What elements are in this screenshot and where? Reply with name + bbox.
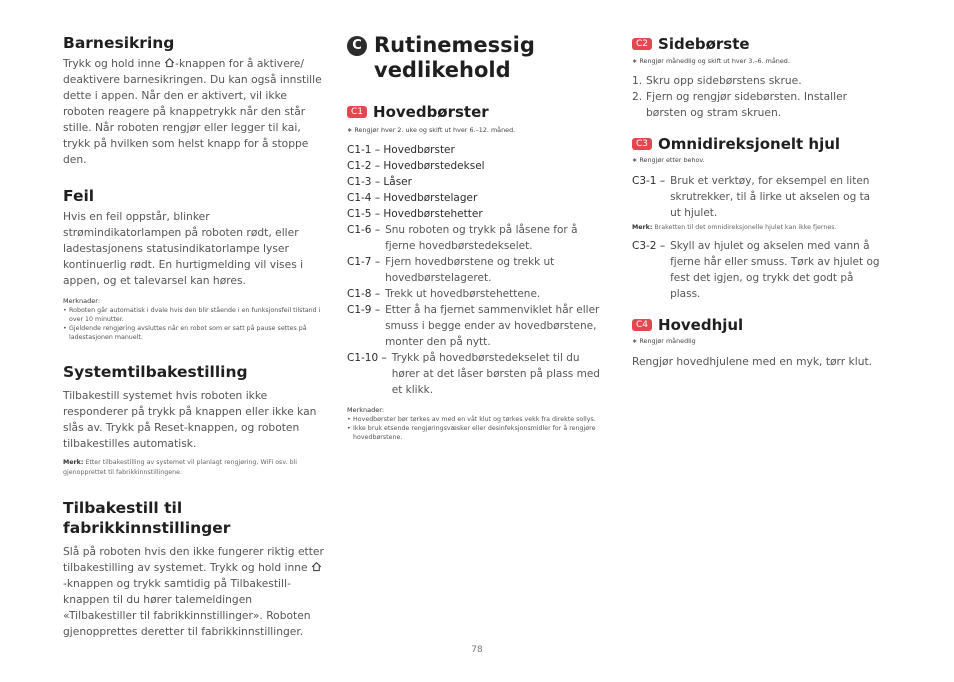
- feil-note-item: • Gjeldende rengjøring avsluttes når en robot som er satt på pause settes på ladestasjonen manuelt.: [63, 324, 325, 342]
- c1-part-item: C1-1 – Hovedbørster: [347, 144, 455, 156]
- c1-heading: [347, 102, 609, 122]
- feil-heading: Feil: [63, 187, 95, 205]
- c1-notes-title: Merknader:: [347, 406, 385, 414]
- c1-part-item: C1-3 – Låser: [347, 176, 412, 188]
- c1-step: C1-7 – Fjern hovedbørstene og trekk ut hovedbørstelageret.: [347, 256, 555, 284]
- c3-frequency: ∗ Rengjør etter behov.: [632, 156, 705, 164]
- c2-step: 2. Fjern og rengjør sidebørsten. Installer børsten og stram skruen.: [632, 90, 848, 119]
- c4-tag: C4: [632, 319, 652, 331]
- systemreset-note: Merk: Etter tilbakestilling av systemet vil planlagt rengjøring, WiFi osv. bli gjenopprettet til fabrikkinnstillingene.: [63, 459, 298, 476]
- c4-text: Rengjør hovedhjulene med en myk, tørr klut.: [632, 355, 873, 368]
- chapter-badge: C: [347, 36, 367, 56]
- systemreset-heading: Systemtilbakestilling: [63, 363, 248, 381]
- c1-step: C1-9 – Etter å ha fjernet sammenviklet hår eller smuss i begge ender av hovedbørstene, monter den på nytt.: [347, 304, 600, 348]
- c3-title: Omnidireksjonelt hjul: [658, 135, 841, 153]
- c1-step: C1-8 – Trekk ut hovedbørstehettene.: [347, 288, 541, 300]
- c3-tag: C3: [632, 138, 652, 150]
- c3-note: Merk: Braketten til det omnidireksjonelle hjulet kan ikke fjernes.: [632, 224, 837, 231]
- c4-heading: [632, 315, 882, 335]
- c1-part-item: C1-4 – Hovedbørstelager: [347, 192, 478, 204]
- c1-note-item: • Hovedbørster bør tørkes av med en våt klut og tørkes vekk fra direkte sollys.: [347, 415, 609, 424]
- factory-text: Slå på roboten hvis den ikke fungerer riktig etter tilbakestilling av systemet. Trykk og hold inne -knappen og trykk samtidig på Tilbakestill-knappen til du hører talemeldingen «Tilbakestiller til fabrikkinnstillinger». Roboten gjenopprettes deretter til fabrikkinnstillinger.: [63, 545, 324, 638]
- chapter-header: [347, 33, 609, 83]
- c3-step: C3-1 – Bruk et verktøy, for eksempel en liten skrutrekker, til å lirke ut akselen og ta ut hjulet.: [632, 175, 871, 219]
- home-icon: [311, 561, 322, 572]
- right-column: [632, 0, 882, 370]
- c1-title: Hovedbørster: [373, 103, 489, 121]
- c1-frequency: ∗ Rengjør hver 2. uke og skift ut hver 6.–12. måned.: [347, 126, 516, 134]
- c4-title: Hovedhjul: [658, 316, 744, 334]
- barnesikring-heading: Barnesikring: [63, 34, 175, 52]
- feil-notes: [63, 297, 325, 342]
- left-column: [63, 0, 325, 640]
- c1-tag: C1: [347, 106, 367, 118]
- c2-title: Sidebørste: [658, 35, 750, 53]
- feil-notes-title: Merknader:: [63, 297, 101, 305]
- c1-step: C1-10 – Trykk på hovedbørstedekselet til du hører at det låser børsten på plass med et klikk.: [347, 352, 600, 396]
- c1-note-item: • Ikke bruk etsende rengjøringsvæsker eller desinfeksjonsmidler for å rengjøre hovedbørstene.: [347, 424, 609, 442]
- c4-frequency: ∗ Rengjør månedlig: [632, 337, 696, 345]
- c2-tag: C2: [632, 38, 652, 50]
- c3-step: C3-2 – Skyll av hjulet og akselen med vann å fjerne hår eller smuss. Tørk av hjulet og fest det igjen, og trykk det godt på plass.: [632, 240, 880, 300]
- c1-steps: [347, 222, 609, 398]
- home-icon: [164, 57, 175, 68]
- c1-part-item: C1-5 – Hovedbørstehetter: [347, 208, 483, 220]
- c2-frequency: ∗ Rengjør månedlig og skift ut hver 3.–6. måned.: [632, 57, 790, 65]
- feil-note-item: • Roboten går automatisk i dvale hvis den blir stående i en funksjonsfeil tilstand i over 10 minutter.: [63, 306, 325, 324]
- c1-step: C1-6 – Snu roboten og trykk på låsene for å fjerne hovedbørstedekselet.: [347, 224, 578, 252]
- c1-parts-list: [347, 142, 609, 222]
- feil-text: Hvis en feil oppstår, blinker strømindikatorlampen på roboten rødt, eller ladestasjonens statusindikatorlampe lyser kontinuerlig rødt. En hurtigmelding vil vises i appen, og et talevarsel kan høres.: [63, 210, 304, 287]
- systemreset-text: Tilbakestill systemet hvis roboten ikke responderer på trykk på knappen eller ikke kan slås av. Trykk på Reset-knappen, og roboten tilbakestilles automatisk.: [63, 389, 317, 450]
- page-number: 78: [471, 645, 483, 655]
- chapter-title: Rutinemessig vedlikehold: [374, 33, 535, 82]
- c2-step: 1. Skru opp sidebørstens skrue.: [632, 74, 802, 87]
- c2-steps: [632, 73, 882, 121]
- c3-heading: [632, 134, 882, 154]
- c2-heading: [632, 34, 882, 54]
- c1-notes: [347, 406, 609, 442]
- barnesikring-text: Trykk og hold inne -knappen for å aktivere/ deaktivere barnesikringen. Du kan også innstille dette i appen. Når den er aktivert, vil ikke roboten reagere på knappetrykk når den står stille. Når roboten rengjør eller legger til kai, trykk på hvilken som helst knapp for å stoppe den.: [63, 57, 322, 166]
- factory-heading: Tilbakestill til fabrikkinnstillinger: [63, 499, 231, 537]
- c1-part-item: C1-2 – Hovedbørstedeksel: [347, 160, 485, 172]
- middle-column: [347, 0, 609, 442]
